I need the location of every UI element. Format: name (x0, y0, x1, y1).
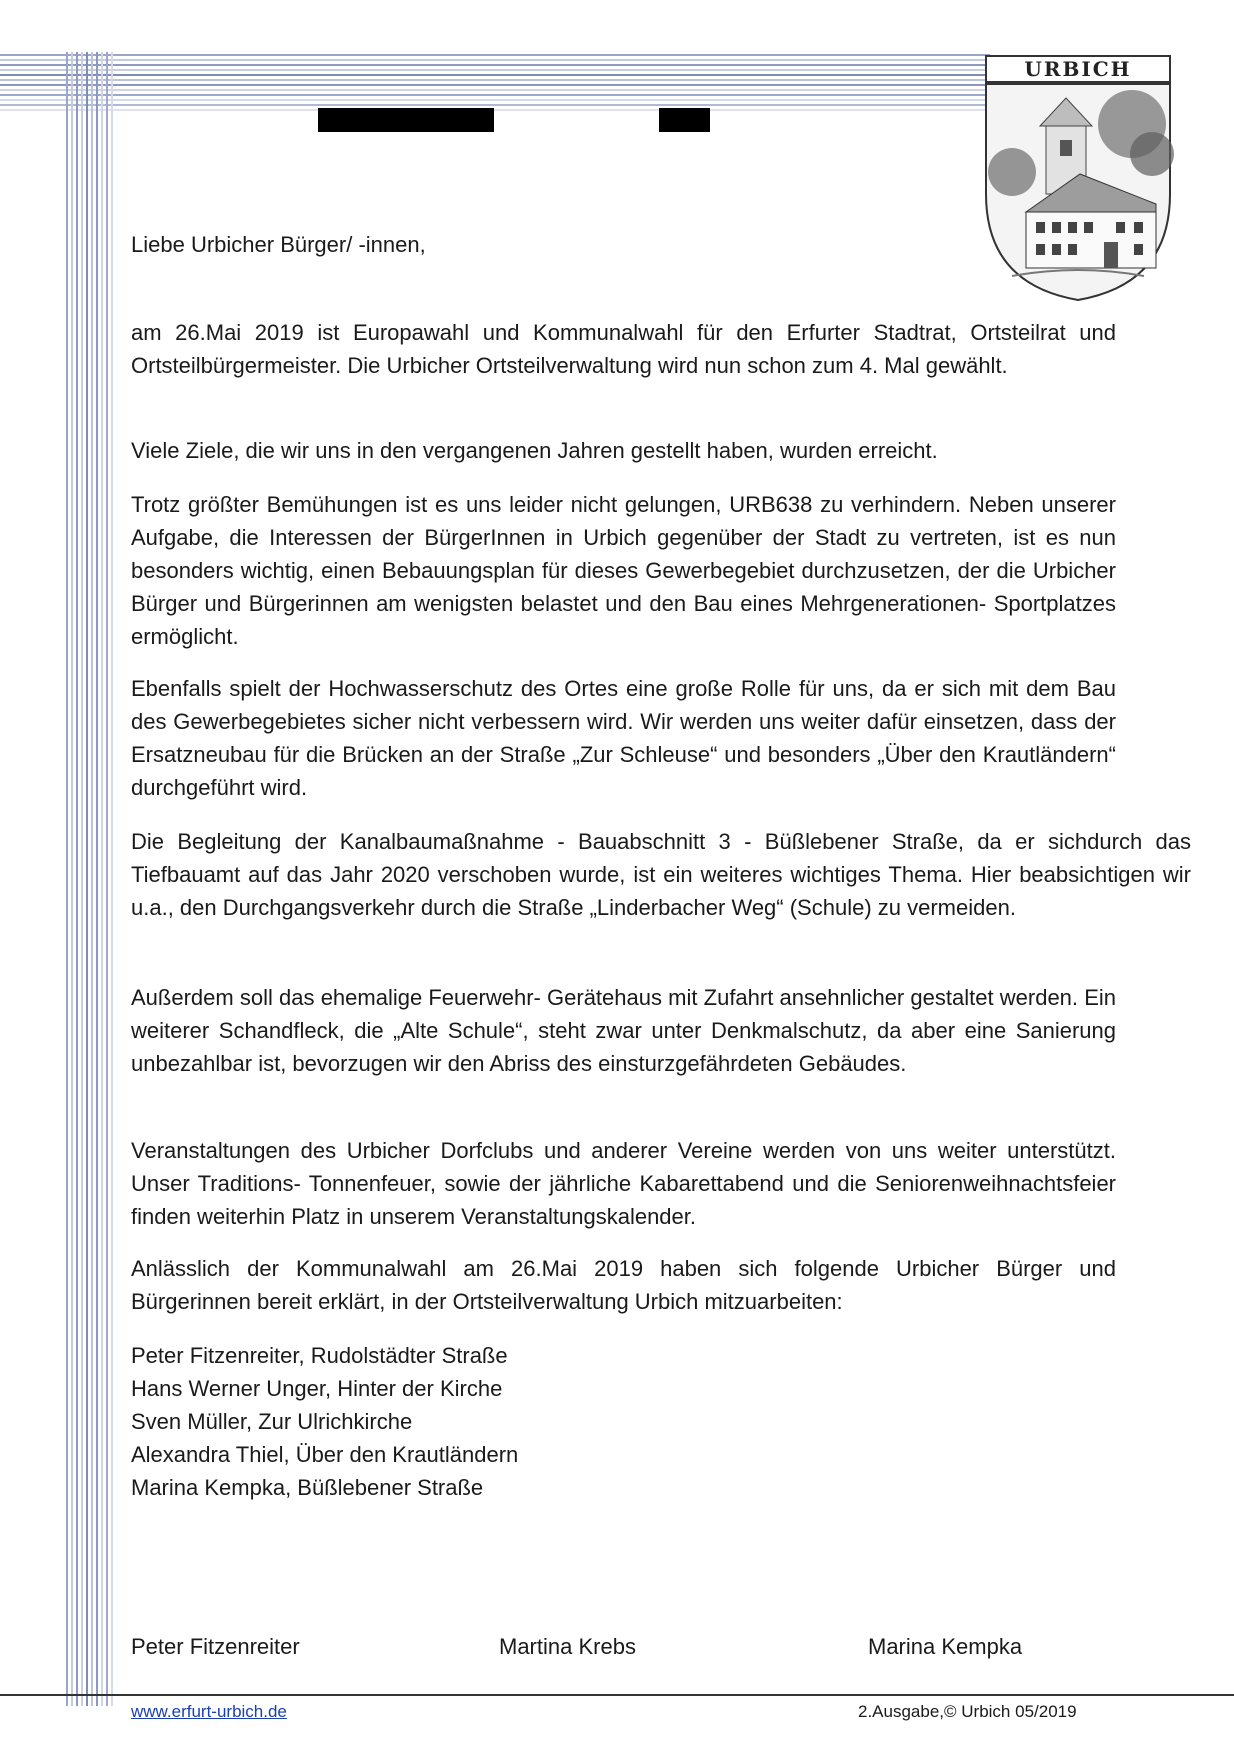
signature-name: Peter Fitzenreiter (131, 1634, 300, 1659)
paragraph: am 26.Mai 2019 ist Europawahl und Kommunalwahl für den Erfurter Stadtrat, Ortsteilrat und Ortsteilbürgermeister. Die Urbicher Ortsteilverwaltung wird nun schon zum 4. Mal gewählt. (131, 320, 1116, 378)
member-list (131, 1339, 518, 1504)
header-band (0, 114, 990, 166)
signature-name: Martina Krebs (499, 1634, 636, 1659)
list-item: Sven Müller, Zur Ulrichkirche (131, 1409, 413, 1434)
paragraph: Veranstaltungen des Urbicher Dorfclubs und anderer Vereine werden von uns weiter unterstützt. Unser Traditions- Tonnenfeuer, sowie der jährliche Kabarettabend und die Seniorenweihnachtsfeier finden weiterhin Platz in unserem Veranstaltungskalender. (131, 1138, 1116, 1229)
salutation: Liebe Urbicher Bürger/ -innen, (131, 232, 426, 257)
urbich-crest-logo (982, 54, 1174, 302)
paragraph: Ebenfalls spielt der Hochwasserschutz des Ortes eine große Rolle für uns, da er sich mit dem Bau des Gewerbegebietes sicher nicht verbessern wird. Wir werden uns weiter dafür einsetzen, dass der Ersatzneubau für die Brücken an der Straße „Zur Schleuse“ und besonders „Über den Krautländern“ durchgeführt wird. (131, 676, 1116, 800)
svg-text:URBICH: URBICH (1024, 57, 1132, 81)
list-item: Peter Fitzenreiter, Rudolstädter Straße (131, 1343, 508, 1368)
paragraph: Die Begleitung der Kanalbaumaßnahme - Bauabschnitt 3 - Büßlebener Straße, da er sichdurch das Tiefbauamt auf das Jahr 2020 verschoben wurde, ist ein weiteres wichtiges Thema. Hier beabsichtigen wir u.a., den Durchgangsverkehr durch die Straße „Linderbacher Weg“ (Schule) zu vermeiden. (131, 829, 1191, 920)
list-item: Hans Werner Unger, Hinter der Kirche (131, 1376, 503, 1401)
list-item: Alexandra Thiel, Über den Krautländern (131, 1442, 519, 1467)
paragraph: Trotz größter Bemühungen ist es uns leider nicht gelungen, URB638 zu verhindern. Neben unserer Aufgabe, die Interessen der BürgerInnen in Urbich gegenüber der Stadt zu vertreten, ist es nun besonders wichtig, einen Bebauungsplan für dieses Gewerbegebiet durchzusetzen, der die Urbicher Bürger und Bürgerinnen am wenigsten belastet und den Bau eines Mehrgenerationen- Sportplatzes ermöglicht. (131, 492, 1116, 649)
redacted-block (318, 108, 494, 132)
paragraph: Außerdem soll das ehemalige Feuerwehr- Gerätehaus mit Zufahrt ansehnlicher gestaltet werden. Ein weiterer Schandfleck, die „Alte Schule“, steht zwar unter Denkmalschutz, da aber eine Sanierung unbezahlbar ist, bevorzugen wir den Abriss des einsturzgefährdeten Gebäudes. (131, 985, 1116, 1076)
website-link[interactable]: www.erfurt-urbich.de (131, 1702, 287, 1721)
header-stripes (0, 52, 990, 114)
paragraph: Viele Ziele, die wir uns in den vergangenen Jahren gestellt haben, wurden erreicht. (131, 438, 938, 463)
side-stripes (64, 52, 116, 1706)
paragraph: Anlässlich der Kommunalwahl am 26.Mai 2019 haben sich folgende Urbicher Bürger und Bürgerinnen bereit erklärt, in der Ortsteilverwaltung Urbich mitzuarbeiten: (131, 1256, 1116, 1314)
list-item: Marina Kempka, Büßlebener Straße (131, 1475, 484, 1500)
edition-note: 2.Ausgabe,© Urbich 05/2019 (858, 1702, 1077, 1721)
footer-divider (0, 1694, 1234, 1696)
redacted-block (659, 108, 710, 132)
signature-name: Marina Kempka (868, 1634, 1023, 1659)
